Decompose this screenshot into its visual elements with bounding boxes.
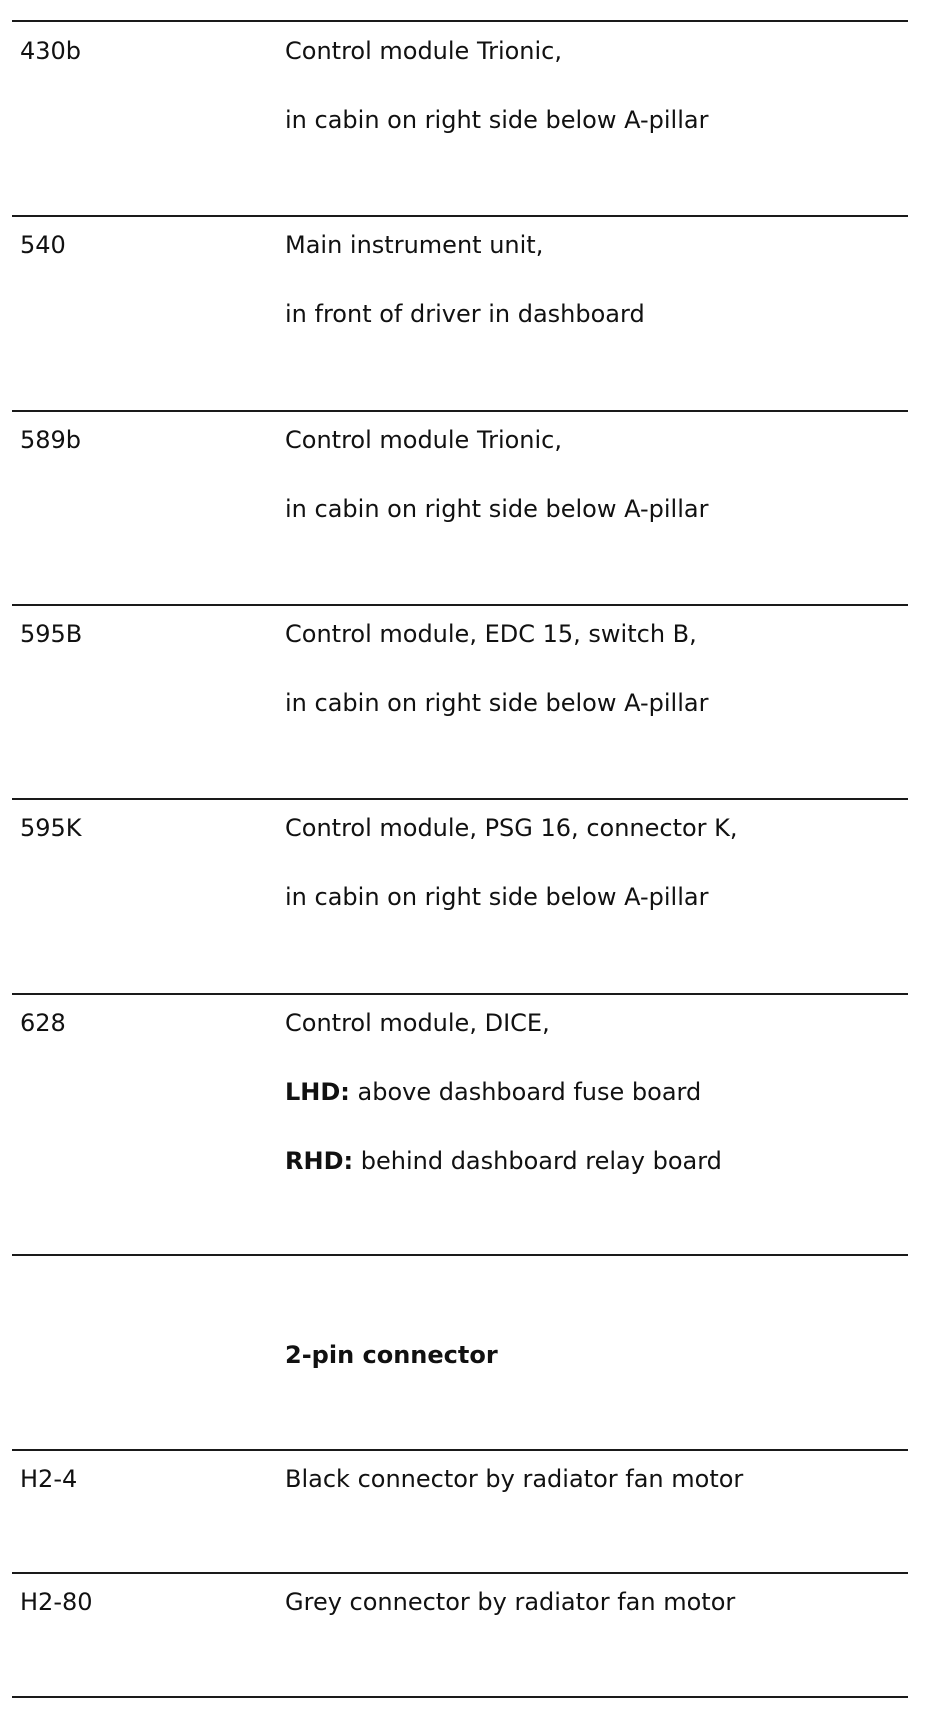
component-code: 595B (20, 620, 83, 648)
lhd-text: above dashboard fuse board (357, 1078, 702, 1106)
row-divider (12, 798, 908, 800)
component-description: Control module, PSG 16, connector K, (285, 814, 738, 842)
component-code: 628 (20, 1009, 66, 1037)
row-divider (12, 993, 908, 995)
lhd-location (285, 1078, 701, 1106)
connector-description: Grey connector by radiator fan motor (285, 1588, 736, 1616)
row-divider (12, 1449, 908, 1451)
row-divider (12, 1696, 908, 1698)
component-location: in cabin on right side below A-pillar (285, 106, 709, 134)
component-location: in front of driver in dashboard (285, 300, 645, 328)
component-code: 595K (20, 814, 82, 842)
component-code: 540 (20, 231, 66, 259)
section-heading: 2-pin connector (285, 1341, 498, 1369)
connector-code: H2-4 (20, 1465, 78, 1493)
connector-description: Black connector by radiator fan motor (285, 1465, 744, 1493)
section-divider (12, 1254, 908, 1256)
component-description: Control module, EDC 15, switch B, (285, 620, 697, 648)
component-location: in cabin on right side below A-pillar (285, 689, 709, 717)
component-location: in cabin on right side below A-pillar (285, 495, 709, 523)
row-divider (12, 215, 908, 217)
row-divider (12, 604, 908, 606)
component-code: 430b (20, 37, 82, 65)
row-divider (12, 20, 908, 22)
component-description: Control module Trionic, (285, 426, 563, 454)
rhd-location (285, 1147, 722, 1175)
component-description: Control module, DICE, (285, 1009, 550, 1037)
component-description: Control module Trionic, (285, 37, 563, 65)
rhd-label: RHD: (285, 1147, 354, 1175)
rhd-text: behind dashboard relay board (360, 1147, 722, 1175)
connector-code: H2-80 (20, 1588, 93, 1616)
component-code: 589b (20, 426, 82, 454)
row-divider (12, 410, 908, 412)
component-description: Main instrument unit, (285, 231, 544, 259)
component-location: in cabin on right side below A-pillar (285, 883, 709, 911)
row-divider (12, 1572, 908, 1574)
lhd-label: LHD: (285, 1078, 350, 1106)
